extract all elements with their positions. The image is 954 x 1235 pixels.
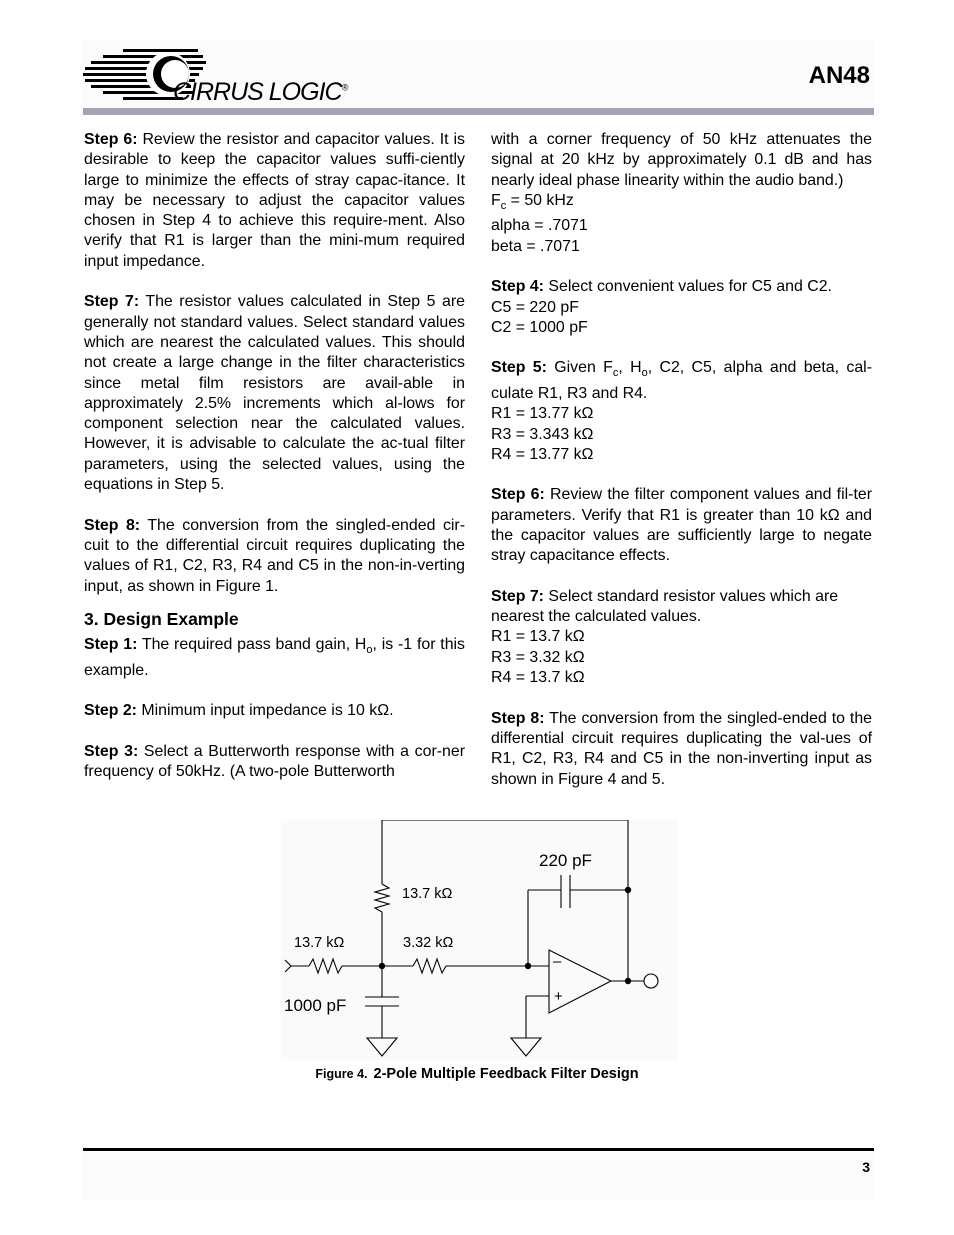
step-text: Select convenient values for C5 and C2. [543,278,832,296]
junction-dot [625,978,631,984]
r1-standard: R1 = 13.7 kΩ [491,628,585,646]
mid-resistor-label: 3.32 kΩ [403,935,454,951]
figure-caption [0,1066,954,1082]
input-resistor-label: 13.7 kΩ [294,935,345,951]
var-text: F [491,191,501,209]
alpha-line: alpha = .7071 [491,217,588,235]
step-label: Step 7: [84,293,140,311]
step-text: , H [618,359,642,377]
registered-mark: ® [341,82,348,93]
step-text: Review the filter component values and fil-ter parameters. Verify that R1 is greater than 10 kΩ and the capacitor values are sufficiently large to negate stray capacitance effects. [491,486,872,565]
step6-right-paragraph [491,485,872,566]
step-text: Given F [546,359,613,377]
caption-number: Figure 4. [315,1067,368,1081]
circuit-figure [281,820,678,1060]
step-label: Step 3: [84,742,139,760]
r3-standard: R3 = 3.32 kΩ [491,648,585,666]
step-label: Step 6: [491,486,545,504]
step-text: The resistor values calculated in Step 5 are generally not standard values. Select standard values which are nearest the calculated values. This should not create a large change in the filter characteristics since metal film resistors are avail-able in approximately 2.5% increments which al-lows for component selection near the calculated values. However, it is advisable to calculate the ac-tual filter parameters, using the selected values, using the equations in Step 5. [84,293,465,494]
step-text: Select standard resistor values which are nearest the calculated values. [491,587,839,626]
beta-line: beta = .7071 [491,237,580,255]
c2-label: 1000 pF [284,996,347,1015]
c5-value: C5 = 220 pF [491,298,579,316]
step8-paragraph [84,516,465,597]
step-text: , is -1 for this example. [84,636,466,679]
section-heading: 3. Design Example [84,608,239,629]
logo-text [173,78,347,107]
subscript: o [366,644,373,657]
r3-calculated: R3 = 3.343 kΩ [491,425,594,443]
left-column [84,130,465,782]
r1-calculated: R1 = 13.77 kΩ [491,405,594,423]
noninverting-input-sign: + [554,988,563,1005]
junction-dot [525,963,531,969]
step-text: Select a Butterworth response with a cor-ner frequency of 50kHz. (A two-pole Butterworth [84,742,466,781]
circuit-schematic [281,820,678,1060]
subscript: c [500,200,507,213]
var-text: = 50 kHz [506,191,574,209]
step-label: Step 8: [84,516,141,534]
r4-calculated: R4 = 13.77 kΩ [491,445,594,463]
step7-paragraph [84,292,465,495]
step-label: Step 2: [84,702,137,720]
step7-right-paragraph [491,587,872,628]
step-text: The required pass band gain, H [137,636,367,654]
output-terminal [644,974,658,988]
footer-band [83,1152,874,1200]
caption-text: 2-Pole Multiple Feedback Filter Design [373,1066,639,1082]
subscript: c [612,367,619,380]
subscript: o [641,367,648,380]
step4-paragraph [491,277,872,297]
step-text: Minimum input impedance is 10 kΩ. [136,702,394,720]
design-step3-paragraph [84,742,465,783]
ground-right [511,1038,541,1056]
top-resistor [375,884,389,912]
step-label: Step 4: [491,278,544,296]
junction-dot [379,963,385,969]
mid-resistor [413,959,446,973]
step-label: Step 8: [491,709,545,727]
top-resistor-label: 13.7 kΩ [402,886,453,902]
step-label: Step 1: [84,636,138,654]
page-number: 3 [862,1159,870,1175]
step-label: Step 5: [491,359,547,377]
design-step1-paragraph [84,635,465,681]
document-id: AN48 [808,62,870,89]
step5-paragraph [491,358,872,404]
continued-paragraph: with a corner frequency of 50 kHz attenuates the signal at 20 kHz by approximately 0.1 dB and has nearly ideal phase linearity within the audio band.) [491,131,872,189]
input-arrow [285,960,291,972]
right-column [491,130,872,790]
step-label: Step 7: [491,587,544,605]
c2-value: C2 = 1000 pF [491,318,588,336]
junction-dot [625,887,631,893]
step-text: The conversion from the singled-ended cir-cuit to the differential circuit requires duplicating the values of R1, C2, R3, R4 and C5 in the non-in-verting input, as shown in Figure 1. [84,516,466,595]
step8-right-paragraph [491,709,872,790]
r4-standard: R4 = 13.7 kΩ [491,669,585,687]
design-step2-paragraph [84,701,465,721]
c5-label: 220 pF [539,851,592,870]
footer-rule [83,1148,874,1151]
logo-wordmark: CIRRUS LOGIC [173,78,342,106]
inverting-input-sign: – [553,953,562,970]
fc-line [491,191,872,216]
input-resistor [309,959,342,973]
ground-left [367,1038,397,1056]
step-label: Step 6: [84,131,138,148]
step6-paragraph [84,130,465,272]
step-text: The conversion from the singled-ended to the differential circuit requires duplicating the val-ues of R1, C2, R3, R4 and C5 in the non-inverting input as shown in Figure 4 and 5. [491,709,872,788]
step-text: Review the resistor and capacitor values. It is desirable to keep the capacitor values suffi-ciently large to minimize the effects of stray capac-itance. It may be necessary to adjust the capacitor values chosen in Step 4 to achieve this require-ment. Also verify that R1 is larger than the mini-mum required input impedance. [84,131,465,270]
step-text: , C2, C5, alpha and beta, cal-culate R1, R3 and R4. [491,359,873,402]
header-rule [83,108,874,115]
